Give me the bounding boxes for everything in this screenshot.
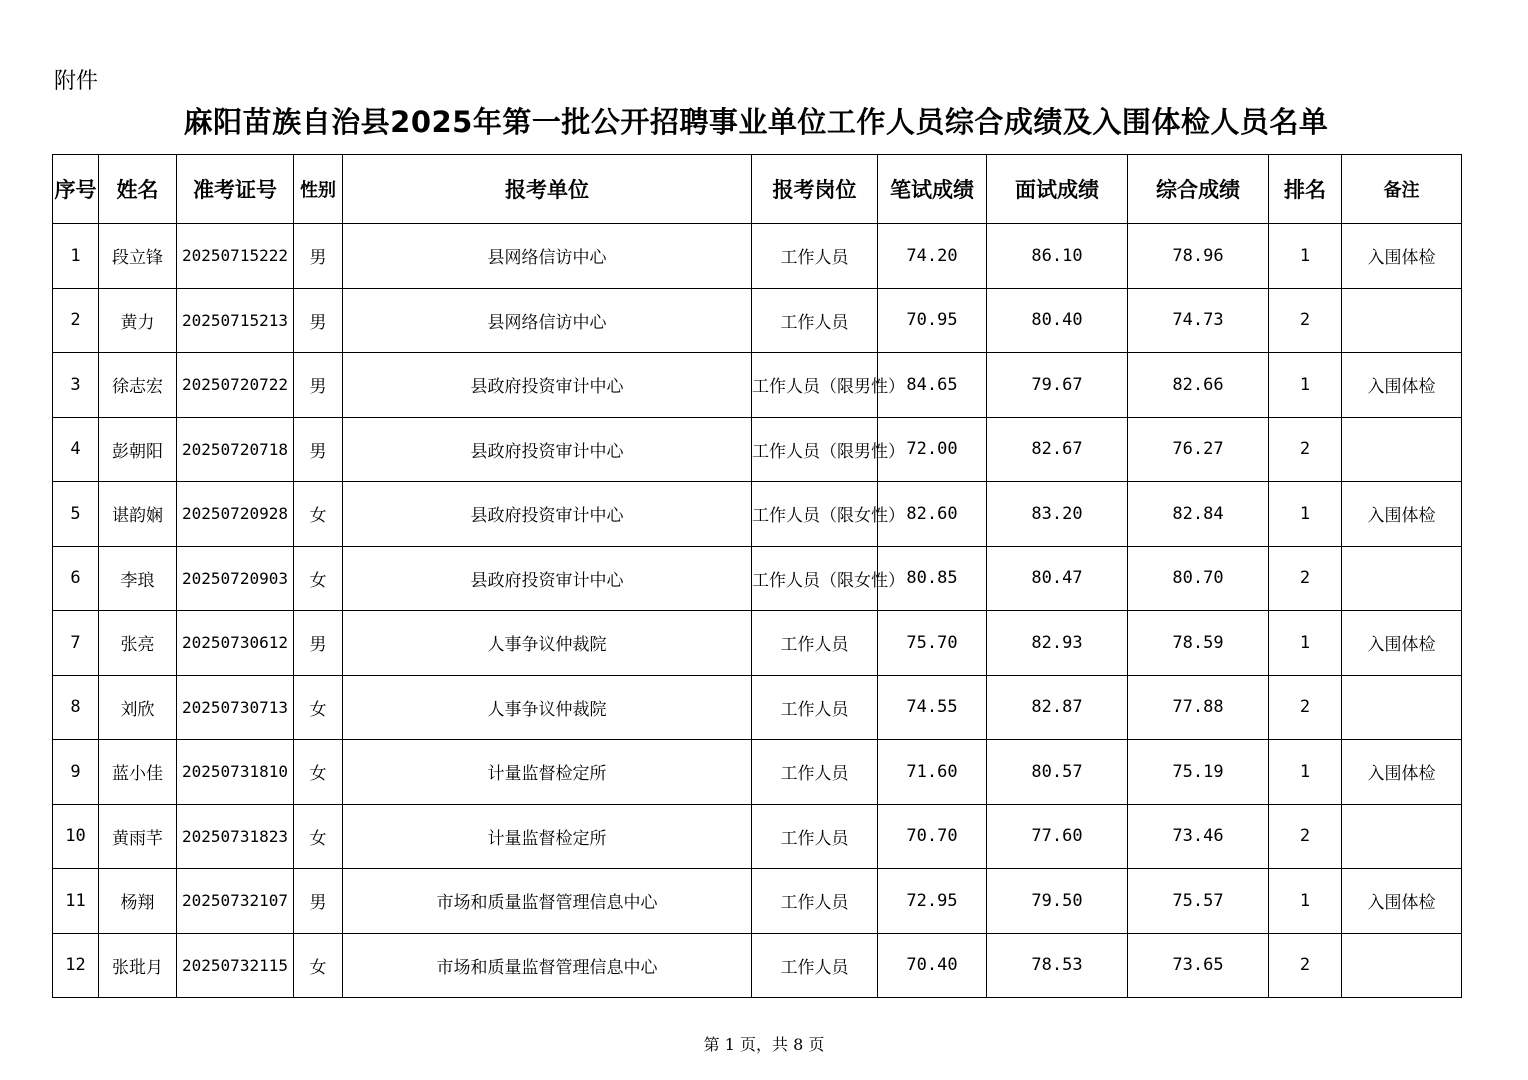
- cell-written-score: 71.60: [878, 740, 987, 805]
- cell-exam-id: 20250731823: [177, 804, 294, 869]
- cell-exam-id: 20250732115: [177, 933, 294, 998]
- header-interview-score: 面试成绩: [987, 155, 1128, 224]
- cell-written-score: 80.85: [878, 546, 987, 611]
- cell-rank: 1: [1269, 869, 1342, 934]
- cell-unit: 人事争议仲裁院: [343, 675, 752, 740]
- table-row: [53, 933, 1462, 998]
- cell-total-score: 77.88: [1128, 675, 1269, 740]
- cell-total-score: 78.59: [1128, 611, 1269, 676]
- cell-post: 工作人员（限女性）: [752, 482, 878, 547]
- table-row: [53, 224, 1462, 289]
- cell-seq: 8: [53, 675, 99, 740]
- cell-name: 徐志宏: [99, 353, 177, 418]
- table-body: [53, 224, 1462, 998]
- cell-interview-score: 79.67: [987, 353, 1128, 418]
- cell-written-score: 74.20: [878, 224, 987, 289]
- header-note: 备注: [1342, 155, 1462, 224]
- header-exam-id: 准考证号: [177, 155, 294, 224]
- cell-interview-score: 78.53: [987, 933, 1128, 998]
- cell-gender: 女: [294, 546, 343, 611]
- cell-total-score: 73.46: [1128, 804, 1269, 869]
- header-written-score: 笔试成绩: [878, 155, 987, 224]
- cell-interview-score: 80.40: [987, 288, 1128, 353]
- cell-written-score: 70.70: [878, 804, 987, 869]
- header-row: [53, 155, 1462, 224]
- cell-interview-score: 80.47: [987, 546, 1128, 611]
- cell-total-score: 82.66: [1128, 353, 1269, 418]
- cell-note: 入围体检: [1342, 224, 1462, 289]
- cell-rank: 2: [1269, 675, 1342, 740]
- cell-seq: 6: [53, 546, 99, 611]
- cell-exam-id: 20250720722: [177, 353, 294, 418]
- cell-note: 入围体检: [1342, 869, 1462, 934]
- cell-rank: 1: [1269, 740, 1342, 805]
- cell-seq: 3: [53, 353, 99, 418]
- cell-rank: 2: [1269, 417, 1342, 482]
- cell-gender: 男: [294, 288, 343, 353]
- cell-note: [1342, 675, 1462, 740]
- cell-written-score: 70.40: [878, 933, 987, 998]
- cell-gender: 男: [294, 417, 343, 482]
- cell-post: 工作人员: [752, 675, 878, 740]
- page-footer: 第 1 页，共 8 页: [703, 1035, 825, 1054]
- cell-gender: 男: [294, 611, 343, 676]
- cell-rank: 2: [1269, 933, 1342, 998]
- table-row: [53, 417, 1462, 482]
- table-row: [53, 804, 1462, 869]
- cell-seq: 7: [53, 611, 99, 676]
- cell-gender: 男: [294, 869, 343, 934]
- cell-rank: 1: [1269, 224, 1342, 289]
- cell-unit: 县政府投资审计中心: [343, 546, 752, 611]
- cell-name: 黄雨芊: [99, 804, 177, 869]
- cell-note: 入围体检: [1342, 740, 1462, 805]
- cell-gender: 女: [294, 740, 343, 805]
- cell-total-score: 75.57: [1128, 869, 1269, 934]
- attachment-label: 附件: [54, 69, 99, 94]
- table-row: [53, 675, 1462, 740]
- cell-written-score: 72.00: [878, 417, 987, 482]
- cell-interview-score: 86.10: [987, 224, 1128, 289]
- cell-exam-id: 20250731810: [177, 740, 294, 805]
- cell-note: [1342, 288, 1462, 353]
- cell-unit: 县网络信访中心: [343, 224, 752, 289]
- cell-unit: 市场和质量监督管理信息中心: [343, 869, 752, 934]
- cell-total-score: 74.73: [1128, 288, 1269, 353]
- cell-name: 段立锋: [99, 224, 177, 289]
- cell-written-score: 72.95: [878, 869, 987, 934]
- cell-rank: 1: [1269, 611, 1342, 676]
- cell-unit: 县政府投资审计中心: [343, 482, 752, 547]
- cell-rank: 1: [1269, 482, 1342, 547]
- table-row: [53, 546, 1462, 611]
- cell-seq: 10: [53, 804, 99, 869]
- cell-total-score: 76.27: [1128, 417, 1269, 482]
- cell-seq: 11: [53, 869, 99, 934]
- cell-post: 工作人员（限男性）: [752, 417, 878, 482]
- cell-seq: 5: [53, 482, 99, 547]
- cell-exam-id: 20250730612: [177, 611, 294, 676]
- cell-rank: 2: [1269, 804, 1342, 869]
- cell-post: 工作人员: [752, 740, 878, 805]
- cell-written-score: 84.65: [878, 353, 987, 418]
- cell-name: 李琅: [99, 546, 177, 611]
- cell-rank: 1: [1269, 353, 1342, 418]
- cell-written-score: 75.70: [878, 611, 987, 676]
- cell-post: 工作人员（限男性）: [752, 353, 878, 418]
- cell-written-score: 74.55: [878, 675, 987, 740]
- cell-seq: 1: [53, 224, 99, 289]
- cell-name: 谌韵娴: [99, 482, 177, 547]
- cell-exam-id: 20250730713: [177, 675, 294, 740]
- cell-unit: 县政府投资审计中心: [343, 417, 752, 482]
- cell-seq: 12: [53, 933, 99, 998]
- cell-exam-id: 20250720718: [177, 417, 294, 482]
- cell-gender: 女: [294, 933, 343, 998]
- cell-unit: 县网络信访中心: [343, 288, 752, 353]
- header-gender: 性别: [294, 155, 343, 224]
- cell-exam-id: 20250720903: [177, 546, 294, 611]
- cell-interview-score: 82.93: [987, 611, 1128, 676]
- document-title: 麻阳苗族自治县2025年第一批公开招聘事业单位工作人员综合成绩及入围体检人员名单: [183, 105, 1329, 139]
- cell-interview-score: 82.67: [987, 417, 1128, 482]
- cell-exam-id: 20250715213: [177, 288, 294, 353]
- cell-post: 工作人员（限女性）: [752, 546, 878, 611]
- cell-post: 工作人员: [752, 224, 878, 289]
- table-row: [53, 869, 1462, 934]
- cell-gender: 男: [294, 353, 343, 418]
- cell-name: 刘欣: [99, 675, 177, 740]
- cell-name: 张玭月: [99, 933, 177, 998]
- cell-unit: 市场和质量监督管理信息中心: [343, 933, 752, 998]
- cell-note: [1342, 804, 1462, 869]
- cell-unit: 计量监督检定所: [343, 804, 752, 869]
- cell-written-score: 82.60: [878, 482, 987, 547]
- cell-gender: 女: [294, 675, 343, 740]
- cell-gender: 女: [294, 482, 343, 547]
- cell-interview-score: 83.20: [987, 482, 1128, 547]
- cell-note: [1342, 933, 1462, 998]
- cell-name: 黄力: [99, 288, 177, 353]
- cell-total-score: 82.84: [1128, 482, 1269, 547]
- header-rank: 排名: [1269, 155, 1342, 224]
- cell-post: 工作人员: [752, 804, 878, 869]
- cell-name: 蓝小佳: [99, 740, 177, 805]
- table-row: [53, 482, 1462, 547]
- cell-exam-id: 20250732107: [177, 869, 294, 934]
- cell-interview-score: 79.50: [987, 869, 1128, 934]
- cell-note: [1342, 546, 1462, 611]
- cell-exam-id: 20250720928: [177, 482, 294, 547]
- cell-total-score: 73.65: [1128, 933, 1269, 998]
- cell-seq: 2: [53, 288, 99, 353]
- table-row: [53, 611, 1462, 676]
- cell-note: 入围体检: [1342, 482, 1462, 547]
- header-seq: 序号: [53, 155, 99, 224]
- cell-seq: 4: [53, 417, 99, 482]
- table-row: [53, 288, 1462, 353]
- cell-written-score: 70.95: [878, 288, 987, 353]
- cell-post: 工作人员: [752, 933, 878, 998]
- cell-seq: 9: [53, 740, 99, 805]
- cell-total-score: 80.70: [1128, 546, 1269, 611]
- cell-name: 张亮: [99, 611, 177, 676]
- cell-gender: 男: [294, 224, 343, 289]
- cell-name: 彭朝阳: [99, 417, 177, 482]
- cell-post: 工作人员: [752, 288, 878, 353]
- table-row: [53, 353, 1462, 418]
- header-total-score: 综合成绩: [1128, 155, 1269, 224]
- results-table: [52, 154, 1462, 998]
- table-row: [53, 740, 1462, 805]
- cell-post: 工作人员: [752, 869, 878, 934]
- cell-unit: 计量监督检定所: [343, 740, 752, 805]
- header-post: 报考岗位: [752, 155, 878, 224]
- cell-rank: 2: [1269, 288, 1342, 353]
- cell-name: 杨翔: [99, 869, 177, 934]
- cell-interview-score: 82.87: [987, 675, 1128, 740]
- cell-note: 入围体检: [1342, 353, 1462, 418]
- cell-note: 入围体检: [1342, 611, 1462, 676]
- cell-unit: 县政府投资审计中心: [343, 353, 752, 418]
- cell-interview-score: 80.57: [987, 740, 1128, 805]
- cell-gender: 女: [294, 804, 343, 869]
- cell-unit: 人事争议仲裁院: [343, 611, 752, 676]
- cell-total-score: 75.19: [1128, 740, 1269, 805]
- cell-interview-score: 77.60: [987, 804, 1128, 869]
- cell-note: [1342, 417, 1462, 482]
- header-name: 姓名: [99, 155, 177, 224]
- cell-post: 工作人员: [752, 611, 878, 676]
- cell-rank: 2: [1269, 546, 1342, 611]
- header-unit: 报考单位: [343, 155, 752, 224]
- cell-exam-id: 20250715222: [177, 224, 294, 289]
- cell-total-score: 78.96: [1128, 224, 1269, 289]
- table-header: [53, 155, 1462, 224]
